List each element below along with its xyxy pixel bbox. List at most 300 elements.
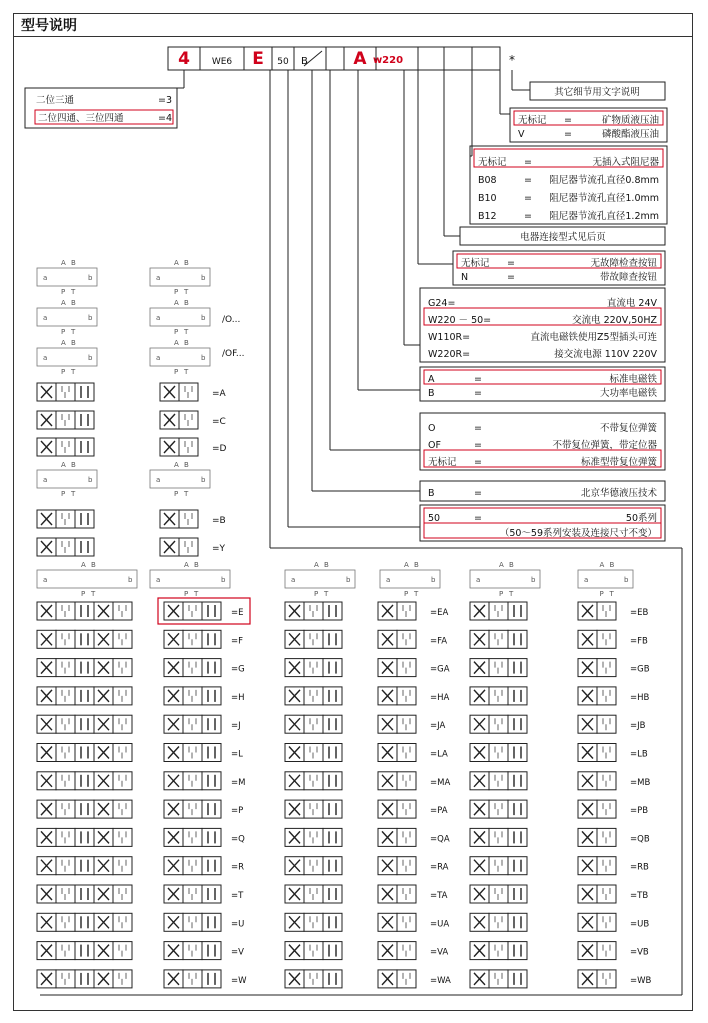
code-cell-11: *: [509, 53, 515, 67]
spring-desc: 不带复位弹簧: [599, 423, 657, 434]
spool-row-b-right: [578, 715, 616, 733]
grid-head-5-port-p: P: [499, 590, 504, 598]
orifice-code: B08: [478, 175, 497, 186]
spool-label-E: =M: [231, 777, 246, 788]
spool-row-mid: [164, 630, 221, 648]
spool-row-a-right: [378, 772, 416, 790]
valve-cell: [75, 828, 94, 846]
grid-head-5-port-a: A: [499, 561, 504, 569]
voltage-desc: 直流电 24V: [606, 298, 657, 309]
basic-right-3-solenoid-b: b: [201, 354, 206, 362]
series-desc: （50～59系列安装及连接尺寸不变）: [499, 528, 657, 539]
valve-cell: [75, 970, 94, 988]
fluid-desc: 磷酸酯液压油: [601, 129, 659, 140]
grid-head-6-port-t: T: [609, 590, 614, 598]
spool-row-b-right: [578, 970, 616, 988]
spool-row-mid: [164, 857, 221, 875]
fluid-eq: =: [564, 129, 572, 140]
valve-cell: [202, 715, 221, 733]
spool-row-mid: [164, 659, 221, 677]
maker-eq: =: [474, 488, 482, 499]
upper-valve-right: [160, 411, 198, 429]
grid-head-1-port-b: B: [91, 561, 96, 569]
basic-right-2-port-p: P: [174, 328, 179, 336]
spool-row-b-right: [578, 857, 616, 875]
basic-left-3-port-t: T: [71, 368, 76, 376]
spool-row-a-right: [378, 630, 416, 648]
upper-valve-right: [160, 438, 198, 456]
spool-row-b-left: [470, 744, 527, 762]
valve-cell: [75, 383, 94, 401]
grid-head-3-port-a: A: [314, 561, 319, 569]
series-code: 50: [428, 513, 441, 524]
code-cell-4: B: [301, 56, 308, 67]
spool-label-EA: =FA: [430, 636, 448, 647]
voltage-desc: 交流电 220V,50HZ: [572, 315, 657, 326]
basic-left-2-port-a: A: [61, 299, 66, 307]
upper-label-4: =Y: [212, 544, 226, 554]
valve-cell: [75, 687, 94, 705]
grid-head-2-port-a: A: [184, 561, 189, 569]
grid-head-1-port-p: P: [81, 590, 86, 598]
grid-head-1-solenoid-a: a: [43, 576, 48, 584]
valve-cell: [323, 913, 342, 931]
spool-label-E: =W: [231, 975, 247, 986]
spool-row-a-left: [285, 857, 342, 875]
basic-right-4-solenoid-a: a: [156, 476, 161, 484]
spring-eq: =: [474, 457, 482, 468]
valve-cell: [508, 942, 527, 960]
grid-head-6-port-a: A: [599, 561, 605, 569]
orifice-desc: 阻尼器节流孔直径1.2mm: [549, 211, 659, 222]
orifice-desc: 无插入式阻尼器: [592, 157, 659, 168]
grid-head-1-port-a: A: [81, 561, 86, 569]
basic-left-2-port-b: B: [71, 299, 76, 307]
spool-label-EB: =MB: [630, 777, 651, 788]
upper-valve-left: [37, 411, 94, 429]
grid-head-6-solenoid-b: b: [624, 576, 629, 584]
override-eq: =: [507, 258, 515, 269]
solenoid-eq: =: [474, 374, 482, 385]
spool-row-mid: [164, 913, 221, 931]
grid-head-5-solenoid-a: a: [476, 576, 481, 584]
spring-eq: =: [474, 423, 482, 434]
valve-cell: [202, 744, 221, 762]
basic-left-4-port-b: B: [71, 461, 76, 469]
grid-head-3-port-p: P: [314, 590, 319, 598]
spool-row-mid: [164, 715, 221, 733]
basic-right-4-port-b: B: [184, 461, 189, 469]
basic-left-3-solenoid-b: b: [88, 354, 93, 362]
series-eq: =: [474, 513, 482, 524]
spool-row-b-left: [470, 659, 527, 677]
valve-cell: [75, 538, 94, 556]
spool-row-b-right: [578, 885, 616, 903]
suffix-O: /O...: [222, 315, 241, 325]
grid-head-3-port-b: B: [324, 561, 329, 569]
code-cell-7: w220: [372, 55, 404, 66]
grid-head-2-solenoid-a: a: [156, 576, 161, 584]
basic-right-1-solenoid-b: b: [201, 274, 206, 282]
valve-cell: [323, 800, 342, 818]
spring-desc: 标准型带复位弹簧: [580, 457, 657, 468]
basic-right-2-solenoid-b: b: [201, 314, 206, 322]
valve-cell: [323, 602, 342, 620]
grid-head-5-port-b: B: [509, 561, 514, 569]
valve-cell: [508, 885, 527, 903]
spring-code: 无标记: [428, 457, 457, 468]
valve-cell: [508, 715, 527, 733]
basic-right-2-port-b: B: [184, 299, 189, 307]
basic-right-1-solenoid-a: a: [156, 274, 161, 282]
basic-right-3-port-t: T: [184, 368, 189, 376]
valve-cell: [202, 687, 221, 705]
grid-head-4-solenoid-a: a: [386, 576, 391, 584]
valve-cell: [508, 602, 527, 620]
spool-row-a-left: [285, 715, 342, 733]
ports-3-label: 二位三通: [36, 95, 75, 106]
spool-row-b-right: [578, 602, 616, 620]
grid-head-5-envelope: [470, 570, 540, 588]
spool-row-a-right: [378, 828, 416, 846]
valve-cell: [75, 659, 94, 677]
valve-cell: [508, 630, 527, 648]
grid-head-1-port-t: T: [91, 590, 96, 598]
grid-head-3-solenoid-b: b: [346, 576, 351, 584]
spool-label-EB: =WB: [630, 975, 652, 986]
upper-valve-right: [160, 538, 198, 556]
grid-head-2-solenoid-b: b: [221, 576, 226, 584]
valve-cell: [202, 857, 221, 875]
basic-left-1-port-p: P: [61, 288, 66, 296]
grid-head-4-port-p: P: [404, 590, 409, 598]
solenoid-code: A: [428, 374, 435, 385]
spool-row-a-right: [378, 857, 416, 875]
spool-row-mid: [164, 772, 221, 790]
valve-cell: [323, 715, 342, 733]
valve-cell: [75, 885, 94, 903]
spool-label-EA: =LA: [430, 749, 448, 760]
spring-desc: 不带复位弹簧，带定位器: [552, 440, 657, 451]
valve-cell: [508, 744, 527, 762]
grid-head-1-envelope: [37, 570, 137, 588]
spool-label-EA: =VA: [430, 947, 449, 958]
grid-head-2-port-b: B: [194, 561, 199, 569]
spool-row-b-left: [470, 772, 527, 790]
basic-right-3-port-b: B: [184, 339, 189, 347]
other-desc: 其它细节用文字说明: [554, 87, 640, 98]
basic-left-3-solenoid-a: a: [43, 354, 48, 362]
grid-head-2-port-t: T: [194, 590, 199, 598]
valve-cell: [323, 828, 342, 846]
upper-valve-left: [37, 383, 94, 401]
spool-label-E: =V: [231, 947, 244, 958]
valve-cell: [508, 687, 527, 705]
fluid-eq: =: [564, 115, 572, 126]
valve-cell: [202, 885, 221, 903]
code-cell-3: 50: [277, 57, 289, 67]
spool-row-b-right: [578, 942, 616, 960]
basic-left-4-port-t: T: [71, 490, 76, 498]
spool-row-b-left: [470, 800, 527, 818]
spool-row-left: [37, 687, 132, 705]
grid-head-4-solenoid-b: b: [431, 576, 436, 584]
series-desc: 50系列: [625, 513, 657, 524]
basic-left-4-port-p: P: [61, 490, 66, 498]
spool-label-E: =G: [231, 664, 245, 675]
voltage-desc: 接交流电源 110V 220V: [554, 349, 657, 360]
spool-row-b-left: [470, 970, 527, 988]
upper-label-1: =C: [212, 417, 226, 427]
spool-label-EA: =WA: [430, 975, 451, 986]
spool-label-EB: =FB: [630, 636, 648, 647]
spool-label-EA: =HA: [430, 692, 450, 703]
solenoid-eq: =: [474, 388, 482, 399]
valve-cell: [508, 857, 527, 875]
basic-right-1-port-b: B: [184, 259, 189, 267]
valve-cell: [508, 970, 527, 988]
valve-cell: [508, 772, 527, 790]
upper-valve-right: [160, 510, 198, 528]
ports-3-value: =3: [158, 95, 173, 106]
spool-label-EB: =UB: [630, 919, 650, 930]
valve-cell: [323, 772, 342, 790]
valve-cell: [75, 942, 94, 960]
valve-cell: [75, 411, 94, 429]
override-code: 无标记: [461, 258, 490, 269]
spool-row-b-right: [578, 772, 616, 790]
code-cell: [472, 47, 500, 70]
spool-label-EB: =RB: [630, 862, 649, 873]
solenoid-desc: 标准电磁铁: [609, 374, 657, 385]
voltage-code: W220 － 50=: [428, 315, 492, 326]
spool-row-left: [37, 942, 132, 960]
override-desc: 带故障查按钮: [599, 272, 657, 283]
spool-row-b-left: [470, 857, 527, 875]
code-cell: [294, 47, 326, 70]
solenoid-desc: 大功率电磁铁: [599, 388, 657, 399]
maker-desc: 北京华德液压技术: [580, 488, 657, 499]
valve-cell: [202, 772, 221, 790]
spool-row-left: [37, 659, 132, 677]
spool-row-a-right: [378, 715, 416, 733]
spool-row-a-left: [285, 885, 342, 903]
fluid-code: 无标记: [518, 115, 547, 126]
valve-cell: [202, 602, 221, 620]
spool-row-a-right: [378, 913, 416, 931]
code-cell: [418, 47, 444, 70]
spool-row-mid: [164, 942, 221, 960]
spool-row-left: [37, 828, 132, 846]
orifice-eq: =: [524, 193, 532, 204]
page-title: 型号说明: [21, 18, 77, 34]
spool-row-mid: [164, 744, 221, 762]
code-cell: [444, 47, 472, 70]
voltage-code: W110R=: [428, 332, 471, 343]
code-cell: [326, 47, 344, 70]
fluid-code: V: [518, 129, 525, 140]
spool-row-mid: [164, 602, 221, 620]
grid-head-5-solenoid-b: b: [531, 576, 536, 584]
spool-label-EB: =TB: [630, 891, 649, 901]
spool-label-EA: =EA: [430, 608, 449, 618]
valve-cell: [323, 659, 342, 677]
grid-head-6-solenoid-a: a: [584, 576, 589, 584]
valve-cell: [75, 630, 94, 648]
spool-row-a-left: [285, 970, 342, 988]
spool-row-a-left: [285, 942, 342, 960]
grid-head-1-solenoid-b: b: [128, 576, 133, 584]
solenoid-code: B: [428, 388, 435, 399]
spool-row-b-right: [578, 800, 616, 818]
spool-label-EB: =PB: [630, 806, 649, 817]
spool-row-left: [37, 800, 132, 818]
valve-cell: [202, 942, 221, 960]
spool-label-E: =Q: [231, 834, 245, 845]
spool-label-EB: =JB: [630, 721, 646, 732]
spool-label-EB: =GB: [630, 664, 650, 675]
basic-left-3-port-p: P: [61, 368, 66, 376]
valve-cell: [202, 630, 221, 648]
spool-row-mid: [164, 800, 221, 818]
spool-row-b-right: [578, 828, 616, 846]
ports-4-label: 二位四通、三位四通: [38, 113, 124, 124]
valve-cell: [75, 438, 94, 456]
basic-left-2-port-t: T: [71, 328, 76, 336]
spool-row-b-right: [578, 913, 616, 931]
spool-row-b-right: [578, 659, 616, 677]
spool-row-mid: [164, 970, 221, 988]
spool-row-a-right: [378, 687, 416, 705]
spool-row-b-left: [470, 885, 527, 903]
grid-head-5-port-t: T: [509, 590, 514, 598]
orifice-code: B10: [478, 193, 497, 204]
spool-label-EB: =EB: [630, 608, 649, 618]
spool-row-b-left: [470, 913, 527, 931]
spool-row-b-left: [470, 687, 527, 705]
spool-label-EB: =QB: [630, 834, 650, 845]
spool-label-EA: =TA: [430, 891, 448, 901]
spool-row-b-right: [578, 744, 616, 762]
orifice-code: 无标记: [478, 157, 507, 168]
spool-row-a-left: [285, 659, 342, 677]
spool-label-EA: =PA: [430, 806, 448, 817]
spool-row-left: [37, 630, 132, 648]
spool-label-E: =R: [231, 862, 245, 873]
override-eq: =: [507, 272, 515, 283]
connector-desc: 电器连接型式见后页: [520, 232, 606, 243]
orifice-code: B12: [478, 211, 497, 222]
basic-left-1-port-t: T: [71, 288, 76, 296]
code-cell-1: WE6: [211, 57, 233, 67]
spool-label-EA: =MA: [430, 777, 451, 788]
valve-cell: [323, 857, 342, 875]
valve-cell: [202, 659, 221, 677]
spool-label-E: =F: [231, 636, 244, 647]
spool-label-EA: =JA: [430, 721, 446, 732]
valve-cell: [75, 602, 94, 620]
grid-head-4-port-t: T: [414, 590, 419, 598]
fluid-desc: 矿物质液压油: [601, 115, 659, 126]
code-cell-0: 4: [178, 49, 190, 69]
orifice-desc: 阻尼器节流孔直径1.0mm: [549, 193, 659, 204]
basic-right-2-port-t: T: [184, 328, 189, 336]
spool-row-a-right: [378, 602, 416, 620]
spool-row-a-right: [378, 800, 416, 818]
grid-head-3-port-t: T: [324, 590, 329, 598]
basic-right-2-port-a: A: [174, 299, 179, 307]
spool-row-a-left: [285, 602, 342, 620]
basic-right-2-solenoid-a: a: [156, 314, 161, 322]
spool-row-left: [37, 885, 132, 903]
spool-row-b-left: [470, 630, 527, 648]
basic-right-4-port-p: P: [174, 490, 179, 498]
valve-cell: [323, 687, 342, 705]
valve-cell: [323, 744, 342, 762]
valve-cell: [202, 913, 221, 931]
grid-head-2-port-p: P: [184, 590, 189, 598]
grid-head-6-port-p: P: [599, 590, 604, 598]
upper-valve-left: [37, 438, 94, 456]
upper-valve-left: [37, 510, 94, 528]
override-desc: 无故障检查按钮: [590, 258, 657, 269]
upper-valve-right: [160, 383, 198, 401]
basic-left-1-solenoid-a: a: [43, 274, 48, 282]
orifice-eq: =: [524, 157, 532, 168]
valve-cell: [323, 970, 342, 988]
spool-row-left: [37, 744, 132, 762]
orifice-eq: =: [524, 175, 532, 186]
spool-label-E: =E: [231, 608, 244, 618]
spool-row-left: [37, 857, 132, 875]
basic-left-3-port-b: B: [71, 339, 76, 347]
spool-label-E: =H: [231, 692, 245, 703]
basic-right-1-port-p: P: [174, 288, 179, 296]
valve-cell: [323, 885, 342, 903]
spool-row-a-right: [378, 942, 416, 960]
code-cell-6: A: [353, 49, 367, 69]
valve-cell: [75, 510, 94, 528]
spool-row-a-right: [378, 744, 416, 762]
spool-row-left: [37, 715, 132, 733]
spring-code: O: [428, 423, 436, 434]
suffix-OF: /OF...: [222, 349, 245, 359]
basic-right-1-port-a: A: [174, 259, 179, 267]
spool-row-left: [37, 970, 132, 988]
basic-left-3-port-a: A: [61, 339, 66, 347]
basic-left-2-solenoid-b: b: [88, 314, 93, 322]
basic-right-4-port-t: T: [184, 490, 189, 498]
basic-left-2-solenoid-a: a: [43, 314, 48, 322]
grid-head-2-envelope: [150, 570, 230, 588]
spool-row-a-left: [285, 913, 342, 931]
valve-cell: [202, 970, 221, 988]
spool-row-b-right: [578, 630, 616, 648]
grid-head-6-port-b: B: [609, 561, 615, 569]
basic-left-1-solenoid-b: b: [88, 274, 93, 282]
basic-right-3-port-a: A: [174, 339, 179, 347]
spool-label-EB: =VB: [630, 947, 649, 958]
voltage-code: W220R=: [428, 349, 471, 360]
spool-row-a-left: [285, 800, 342, 818]
voltage-desc: 直流电磁铁使用Z5型插头可连: [530, 332, 657, 343]
valve-cell: [323, 942, 342, 960]
valve-cell: [323, 630, 342, 648]
upper-label-0: =A: [212, 389, 226, 399]
valve-cell: [508, 913, 527, 931]
spool-row-a-left: [285, 687, 342, 705]
ports-4-value: =4: [158, 113, 173, 124]
